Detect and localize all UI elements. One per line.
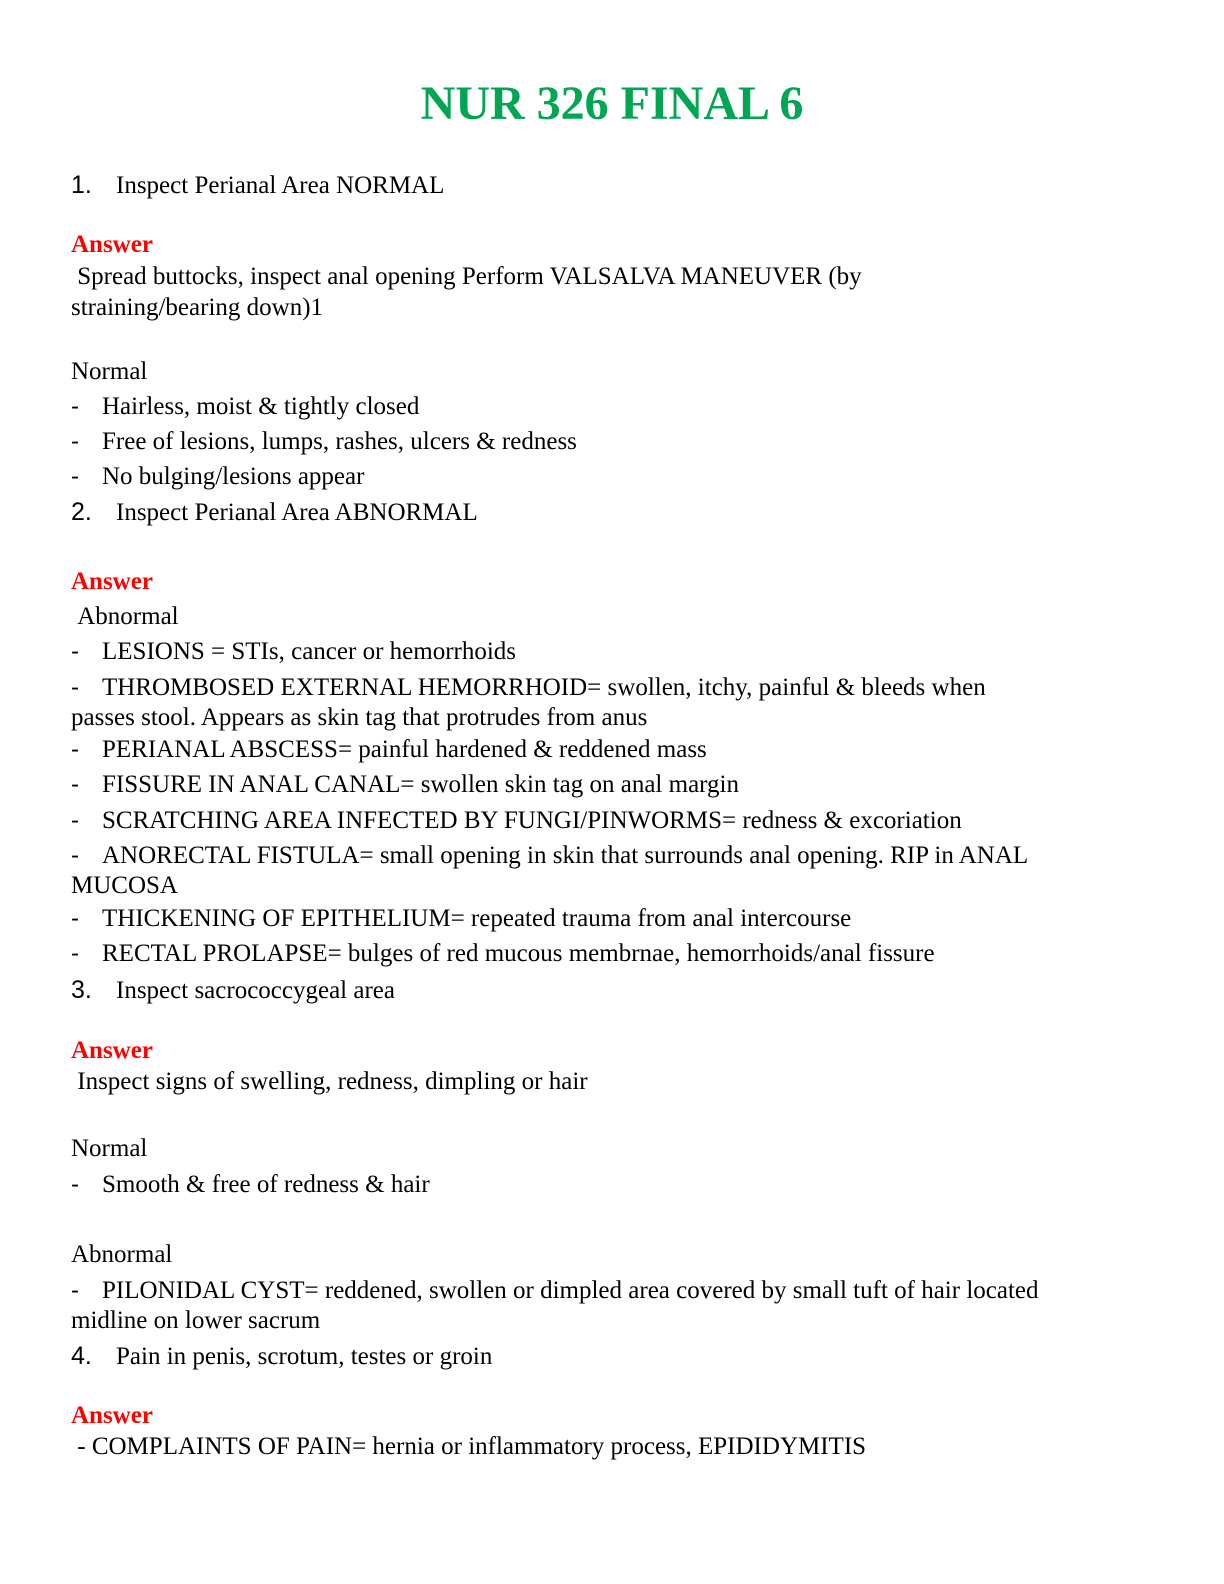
- question-prompt: Inspect Perianal Area ABNORMAL: [116, 499, 478, 526]
- normal-heading: Normal: [71, 358, 148, 385]
- answer-label: Answer: [71, 1037, 153, 1064]
- question-number: 4.: [71, 1342, 92, 1370]
- list-item: - THICKENING OF EPITHELIUM= repeated trauma from anal intercourse: [71, 905, 852, 932]
- answer-label: Answer: [71, 231, 153, 258]
- list-item: - SCRATCHING AREA INFECTED BY FUNGI/PINWORMS= redness & excoriation: [71, 807, 962, 834]
- list-item: - PILONIDAL CYST= reddened, swollen or dimpled area covered by small tuft of hair located: [71, 1277, 1039, 1304]
- question-number: 1.: [71, 171, 92, 199]
- question-prompt: Inspect sacrococcygeal area: [116, 977, 395, 1004]
- question-prompt: Pain in penis, scrotum, testes or groin: [116, 1343, 493, 1370]
- list-item: - THROMBOSED EXTERNAL HEMORRHOID= swollen, itchy, painful & bleeds when: [71, 674, 986, 701]
- answer-text: - COMPLAINTS OF PAIN= hernia or inflammatory process, EPIDIDYMITIS: [77, 1433, 867, 1460]
- normal-heading: Normal: [71, 1135, 148, 1162]
- list-item: - ANORECTAL FISTULA= small opening in skin that surrounds anal opening. RIP in ANAL: [71, 842, 1029, 869]
- question-prompt: Inspect Perianal Area NORMAL: [116, 172, 445, 199]
- answer-label: Answer: [71, 1402, 153, 1429]
- question-1: [71, 170, 1144, 201]
- list-item: - PERIANAL ABSCESS= painful hardened & reddened mass: [71, 736, 707, 763]
- list-item: - FISSURE IN ANAL CANAL= swollen skin tag on anal margin: [71, 771, 739, 798]
- list-item: - RECTAL PROLAPSE= bulges of red mucous membrnae, hemorrhoids/anal fissure: [71, 940, 935, 967]
- answer-text: Inspect signs of swelling, redness, dimpling or hair: [77, 1068, 588, 1095]
- list-item: - No bulging/lesions appear: [71, 463, 365, 490]
- answer-text: straining/bearing down)1: [71, 294, 324, 321]
- question-4: [71, 1341, 1144, 1372]
- list-item: - Smooth & free of redness & hair: [71, 1171, 430, 1198]
- list-item-continuation: MUCOSA: [71, 872, 178, 899]
- question-2: [71, 497, 1144, 528]
- list-item: - Hairless, moist & tightly closed: [71, 393, 420, 420]
- answer-text: Spread buttocks, inspect anal opening Perform VALSALVA MANEUVER (by: [77, 263, 862, 290]
- list-item: - LESIONS = STIs, cancer or hemorrhoids: [71, 638, 517, 665]
- question-3: [71, 975, 1144, 1006]
- question-number: 3.: [71, 976, 92, 1004]
- question-number: 2.: [71, 498, 92, 526]
- abnormal-heading: Abnormal: [71, 1241, 173, 1268]
- list-item: - Free of lesions, lumps, rashes, ulcers & redness: [71, 428, 577, 455]
- answer-label: Answer: [71, 568, 153, 595]
- list-item-continuation: passes stool. Appears as skin tag that protrudes from anus: [71, 704, 648, 731]
- abnormal-heading: Abnormal: [77, 603, 179, 630]
- page-title: NUR 326 FINAL 6: [420, 77, 804, 130]
- list-item-continuation: midline on lower sacrum: [71, 1307, 321, 1334]
